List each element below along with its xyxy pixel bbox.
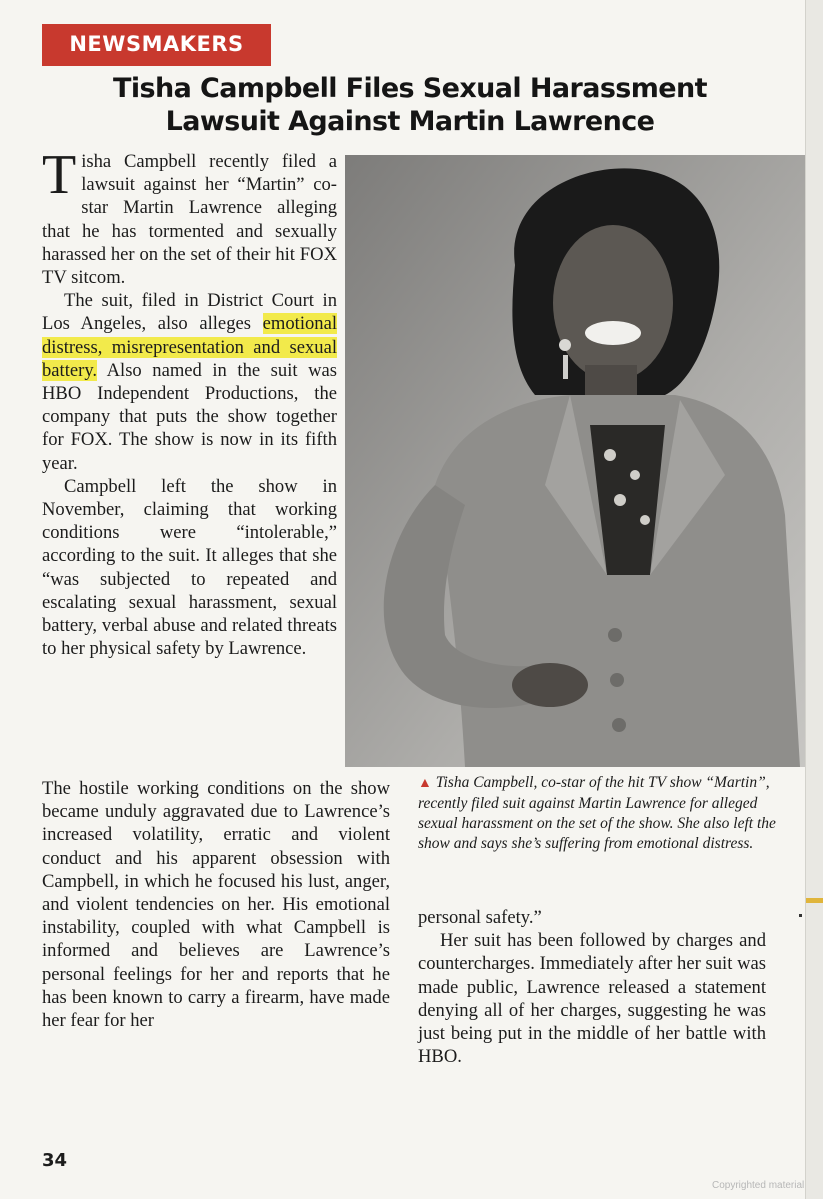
- photo-caption: [418, 773, 778, 854]
- article-column-right: [418, 906, 766, 1068]
- page-edge-dot: [799, 914, 802, 917]
- copyright-watermark: Copyrighted material: [712, 1180, 805, 1191]
- paragraph-3-text: Campbell left the show in November, claiming that working conditions were “intolerable,” according to the suit. It alleges that she “was subjected to repeated and escalating sexual harassment, sexual battery, verbal abuse and related threats to her physical safety by Lawrence.: [42, 475, 337, 660]
- headline-line-2: Lawsuit Against Martin Lawrence: [165, 106, 655, 137]
- article-paragraph-3-continued: The hostile working conditions on the show became unduly aggravated due to Lawrence’s increased volatility, erratic and violent conduct and his apparent obsession with Campbell, in which he focused his lust, anger, and violent tendencies on her. His emotional instability, coupled with what Campbell is informed and believes are Lawrence’s personal feelings for her and reports that he has been known to carry a firearm, have made her fear for her: [42, 778, 390, 1032]
- page-edge-marker: [806, 898, 823, 903]
- article-paragraph-1: [42, 144, 337, 289]
- article-column-left-lower: [42, 777, 390, 1032]
- paragraph-2-text-before: The suit, filed in District Court in Los Angeles, also alleges: [42, 290, 337, 335]
- highlighted-text: emotional distress, misrepresentation and sexual battery.: [42, 313, 337, 381]
- page-number: 34: [42, 1150, 68, 1171]
- portrait-photo: [345, 155, 805, 767]
- article-paragraph-4: Her suit has been followed by charges and countercharges. Immediately after her suit was made public, Lawrence released a statement denying all of her charges, suggesting he was just being put in the middle of her battle with HBO.: [418, 930, 766, 1068]
- caption-marker-icon: ▲: [418, 776, 432, 791]
- paragraph-2-text-after: Also named in the suit was HBO Independent Productions, the company that puts the show together for FOX. The show is now in its fifth year.: [42, 359, 337, 474]
- caption-text: Tisha Campbell, co-star of the hit TV show “Martin”, recently filed suit against Martin Lawrence for alleged sexual harassment on the set of the show. She also left the show and says she’s suffering from emotional distress.: [418, 774, 776, 852]
- section-label: NEWSMAKERS: [69, 32, 244, 56]
- page-edge: [805, 0, 823, 1199]
- paragraph-1-text: isha Campbell recently filed a lawsuit against her “Martin” co-star Martin Lawrence alleging that he has tormented and sexually harassed her on the set of their hit FOX TV sitcom.: [42, 151, 337, 289]
- section-banner: [42, 24, 271, 66]
- article-paragraph-3-end: personal safety.”: [418, 907, 542, 928]
- portrait-illustration: [345, 155, 805, 767]
- headline-line-1: Tisha Campbell Files Sexual Harassment: [113, 73, 707, 104]
- drop-cap: T: [42, 144, 77, 206]
- article-paragraph-2: [42, 289, 337, 475]
- article-headline: [40, 72, 780, 138]
- article-column-left: [42, 144, 337, 660]
- article-paragraph-3: [42, 475, 337, 661]
